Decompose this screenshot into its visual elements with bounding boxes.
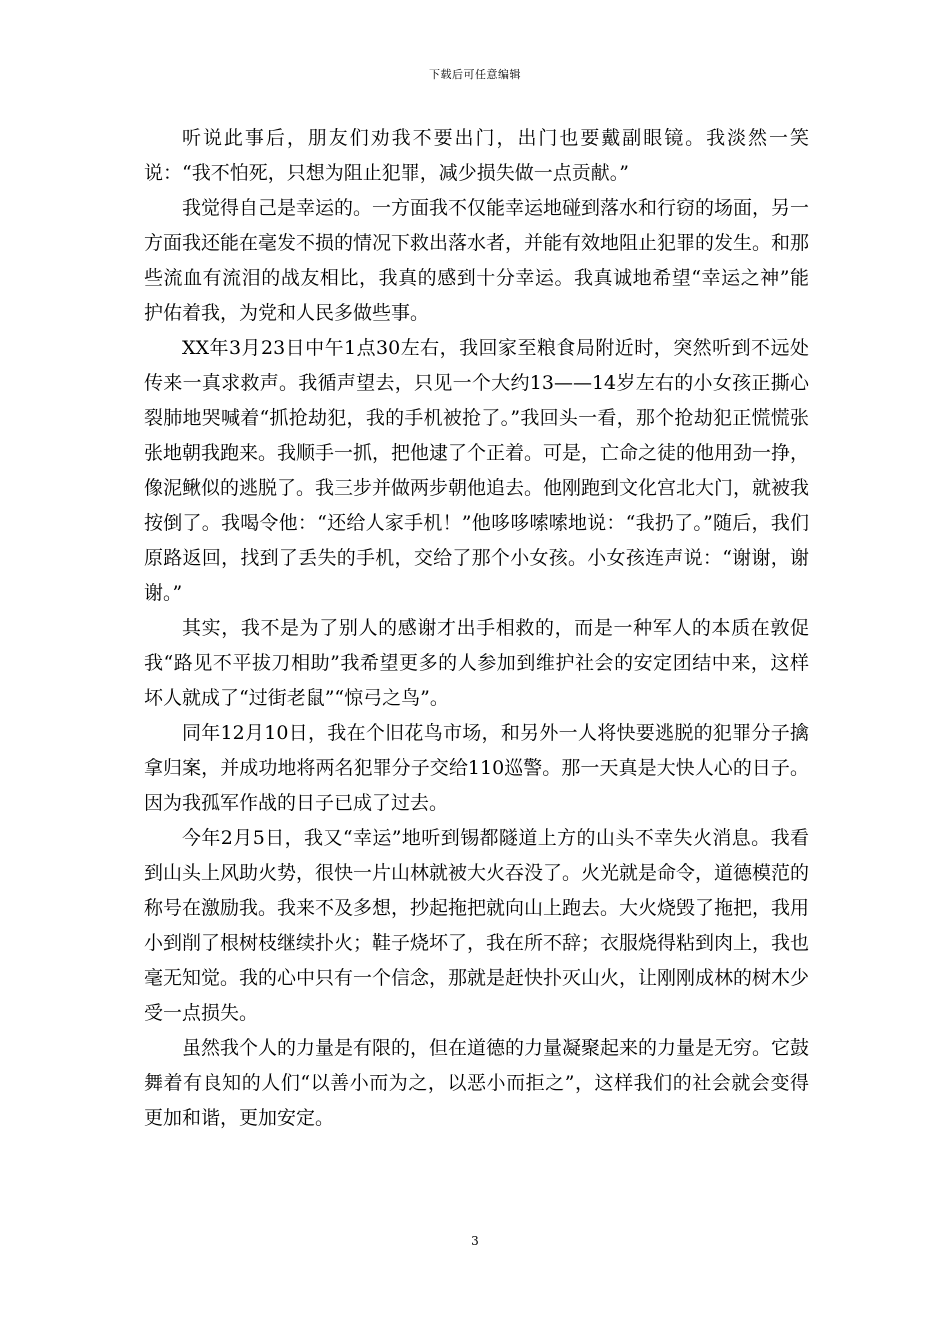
page-number: 3 — [471, 1234, 479, 1248]
paragraph: 同年12月10日，我在个旧花鸟市场，和另外一人将快要逃脱的犯罪分子擒拿归案，并成功地将两名犯罪分子交给110巡警。那一天真是大快人心的日子。因为我孤军作战的日子已成了过去。 — [144, 722, 809, 814]
page-header: 下载后可任意编辑 — [429, 68, 521, 81]
paragraph: 虽然我个人的力量是有限的，但在道德的力量凝聚起来的力量是无穷。它鼓舞着有良知的人们“以善小而为之，以恶小而拒之”，这样我们的社会就会变得更加和谐，更加安定。 — [144, 1037, 810, 1129]
document-body — [144, 121, 809, 1136]
paragraph: 其实，我不是为了别人的感谢才出手相救的，而是一种军人的本质在敦促我“路见不平拔刀相助”我希望更多的人参加到维护社会的安定团结中来，这样坏人就成了“过街老鼠”“惊弓之鸟”。 — [144, 617, 809, 709]
paragraph: 听说此事后，朋友们劝我不要出门，出门也要戴副眼镜。我淡然一笑说：“我不怕死，只想为阻止犯罪，减少损失做一点贡献。” — [144, 127, 809, 184]
paragraph: 今年2月5日，我又“幸运”地听到锡都隧道上方的山头不幸失火消息。我看到山头上风助火势，很快一片山林就被大火吞没了。火光就是命令，道德模范的称号在激励我。我来不及多想，抄起拖把就向山上跑去。大火烧毁了拖把，我用小到削了根树枝继续扑火；鞋子烧坏了，我在所不辞；衣服烧得粘到肉上，我也毫无知觉。我的心中只有一个信念，那就是赶快扑灭山火，让刚刚成林的树木少受一点损失。 — [144, 827, 810, 1024]
paragraph: XX年3月23日中午1点30左右，我回家至粮食局附近时，突然听到不远处传来一真求救声。我循声望去，只见一个大约13——14岁左右的小女孩正撕心裂肺地哭喊着“抓抢劫犯，我的手机被抢了。”我回头一看，那个抢劫犯正慌慌张张地朝我跑来。我顺手一抓，把他逮了个正着。可是，亡命之徒的他用劲一挣，像泥鳅似的逃脱了。我三步并做两步朝他追去。他刚跑到文化宫北大门，就被我按倒了。我喝令他：“还给人家手机！”他哆哆嗦嗦地说：“我扔了。”随后，我们原路返回，找到了丢失的手机，交给了那个小女孩。小女孩连声说：“谢谢，谢谢。” — [144, 337, 810, 604]
paragraph: 我觉得自己是幸运的。一方面我不仅能幸运地碰到落水和行窃的场面，另一方面我还能在毫发不损的情况下救出落水者，并能有效地阻止犯罪的发生。和那些流血有流泪的战友相比，我真的感到十分幸运。我真诚地希望“幸运之神”能护佑着我，为党和人民多做些事。 — [144, 197, 810, 324]
